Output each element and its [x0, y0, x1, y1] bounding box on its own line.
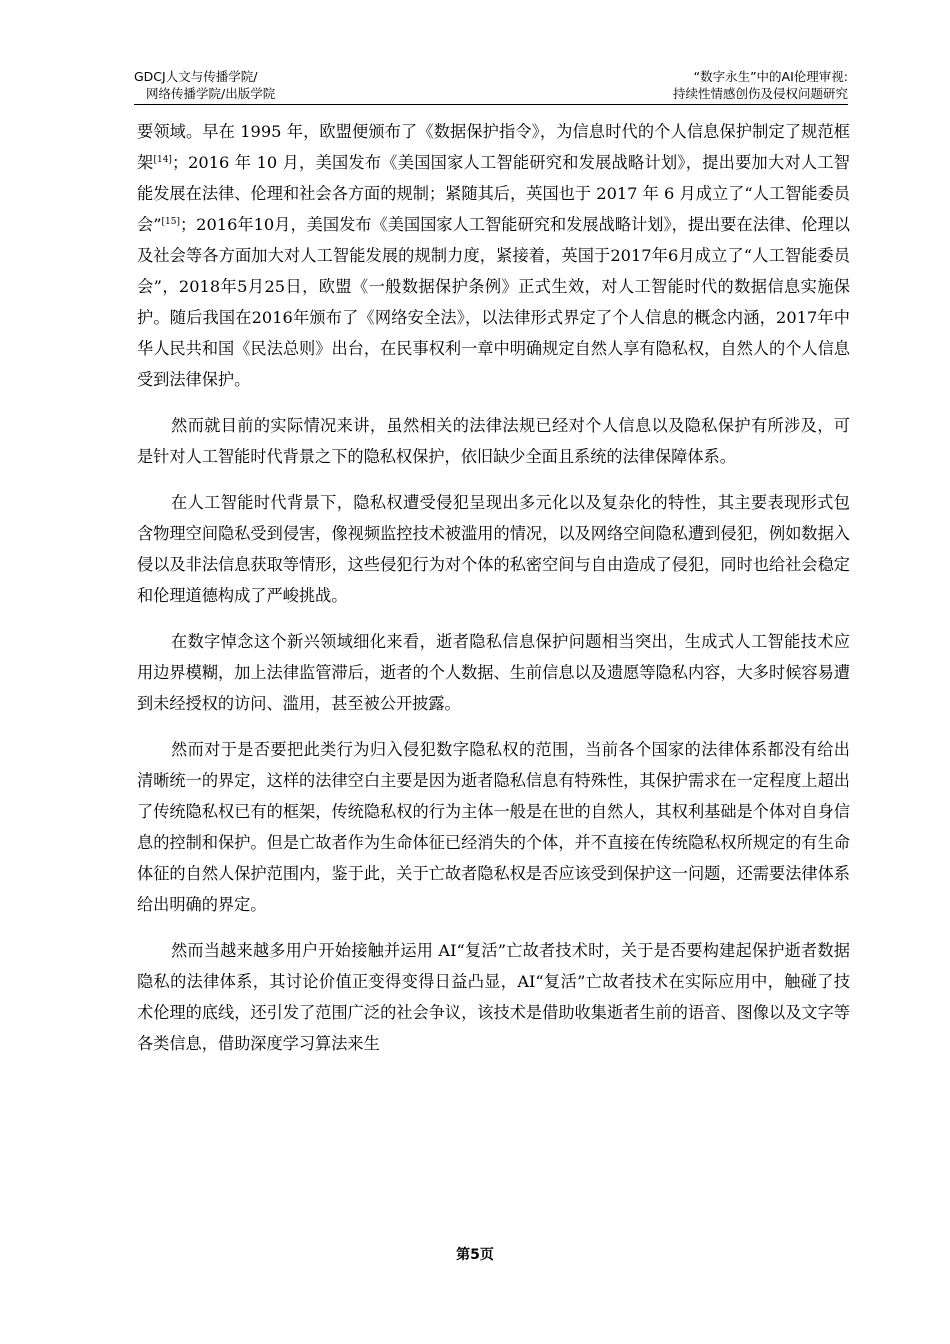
paragraph-3: 在人工智能时代背景下，隐私权遭受侵犯呈现出多元化以及复杂化的特性，其主要表现形式包含物理空间隐私受到侵害，像视频监控技术被滥用的情况，以及网络空间隐私遭到侵犯，例如数据入侵以及非法信息获取等情形，这些侵犯行为对个体的私密空间与自由造成了侵犯，同时也给社会稳定和伦理道德构成了严峻挑战。 — [137, 493, 850, 605]
paragraph-1 — [137, 116, 850, 395]
header-right — [673, 68, 848, 102]
paragraph-6: 然而当越来越多用户开始接触并运用 AI“复活”亡故者技术时，关于是否要构建起保护逝者数据隐私的法律体系，其讨论价值正变得变得日益凸显，AI“复活”亡故者技术在实际应用中，触碰了技术伦理的底线，还引发了范围广泛的社会争议，该技术是借助收集逝者生前的语音、图像以及文字等各类信息，借助深度学习算法来生 — [137, 941, 850, 1053]
paragraph-1-part-c: ；2016年10月，美国发布《美国国家人工智能研究和发展战略计划》，提出要在法律、伦理以及社会等各方面加大对人工智能发展的规制力度，紧接着，英国于2017年6月成立了“人工智能委员会”，2018年5月25日，欧盟《一般数据保护条例》正式生效，对人工智能时代的数据信息实施保护。随后我国在2016年颁布了《网络安全法》，以法律形式界定了个人信息的概念内涵，2017年中华人民共和国《民法总则》出台，在民事权利一章中明确规定自然人享有隐私权，自然人的个人信息受到法律保护。 — [137, 215, 850, 389]
paragraph-1-part-a: 要领域。早在 1995 年，欧盟便颁布了《数据保护指令》，为信息时代的个人信息保护制定了规范框架 — [137, 122, 850, 172]
header-institution-line2: 网络传播学院/出版学院 — [146, 86, 276, 101]
header-left — [134, 68, 275, 102]
citation-15: [15] — [161, 217, 180, 227]
page-number: 第5页 — [456, 1247, 494, 1263]
citation-14: [14] — [153, 155, 172, 165]
paragraph-5: 然而对于是否要把此类行为归入侵犯数字隐私权的范围，当前各个国家的法律体系都没有给出清晰统一的界定，这样的法律空白主要是因为逝者隐私信息有特殊性，其保护需求在一定程度上超出了传统隐私权已有的框架，传统隐私权的行为主体一般是在世的自然人，其权利基础是个体对自身信息的控制和保护。但是亡故者作为生命体征已经消失的个体，并不直接在传统隐私权所规定的有生命体征的自然人保护范围内，鉴于此，关于亡故者隐私权是否应该受到保护这一问题，还需要法律体系给出明确的界定。 — [137, 740, 850, 914]
body-text — [137, 116, 850, 1059]
header-institution-line1: GDCJ人文与传播学院/ — [134, 69, 258, 84]
paragraph-4: 在数字悼念这个新兴领域细化来看，逝者隐私信息保护问题相当突出，生成式人工智能技术应用边界模糊，加上法律监管滞后，逝者的个人数据、生前信息以及遗愿等隐私内容，大多时候容易遭到未经授权的访问、滥用，甚至被公开披露。 — [137, 632, 850, 713]
header-title-line1: “数字永生”中的AI伦理审视: — [693, 69, 848, 84]
header-title-line2: 持续性情感创伤及侵权问题研究 — [672, 86, 848, 101]
paragraph-1-part-b: ；2016 年 10 月，美国发布《美国国家人工智能研究和发展战略计划》，提出要加大对人工智能发展在法律、伦理和社会各方面的规制；紧随其后，英国也于 2017 年 6 月成立了“人工智能委员会” — [137, 153, 850, 234]
paragraph-2: 然而就目前的实际情况来讲，虽然相关的法律法规已经对个人信息以及隐私保护有所涉及，可是针对人工智能时代背景之下的隐私权保护，依旧缺少全面且系统的法律保障体系。 — [137, 416, 850, 466]
page-header — [134, 66, 848, 105]
